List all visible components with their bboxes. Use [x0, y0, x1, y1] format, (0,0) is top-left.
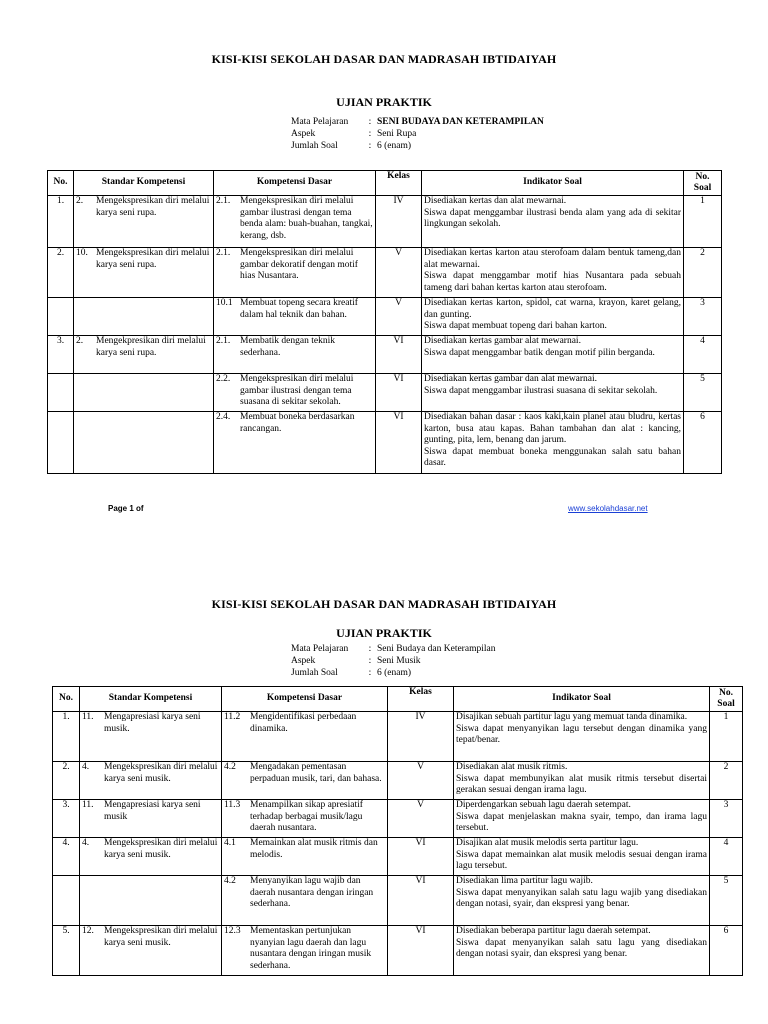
- cell-kelas: V: [388, 800, 454, 838]
- cell-indikator-soal: [422, 298, 684, 336]
- sk-numbered: [82, 800, 219, 823]
- cell-no-soal: 6: [684, 412, 722, 474]
- cell-no: 3.: [53, 800, 80, 838]
- cell-kompetensi-dasar: [214, 298, 376, 336]
- cell-no: 3.: [48, 336, 74, 374]
- cell-indikator-soal: [454, 926, 710, 976]
- kd-number: 11.3: [224, 800, 241, 810]
- kd-numbered: [224, 838, 385, 861]
- cell-kelas: V: [376, 298, 422, 336]
- header-indikator-soal: Indikator Soal: [422, 171, 684, 196]
- cell-kompetensi-dasar: [222, 800, 388, 838]
- sk-number: 11.: [82, 712, 94, 722]
- cell-standar-kompetensi: [80, 838, 222, 876]
- sk-text: Mengekspresikan diri melalui karya seni musik.: [104, 838, 218, 860]
- cell-kompetensi-dasar: [222, 838, 388, 876]
- cell-standar-kompetensi: [80, 762, 222, 800]
- meta-sep: :: [368, 668, 372, 678]
- kd-number: 10.1: [216, 298, 233, 308]
- meta-value: 6 (enam): [377, 141, 412, 151]
- kd-numbered: [224, 800, 385, 835]
- kd-numbered: [216, 248, 373, 283]
- cell-no: 2.: [48, 248, 74, 298]
- meta-sep: :: [368, 117, 372, 127]
- meta-key: Aspek: [291, 656, 316, 666]
- document-meta: [291, 116, 544, 152]
- kd-numbered: [216, 336, 373, 359]
- sk-text: Mengekspresikan diri melalui karya seni musik.: [104, 762, 218, 784]
- cell-no-soal: 5: [710, 876, 743, 926]
- cell-kelas: VI: [376, 374, 422, 412]
- indikator-line: Siswa dapat menyanyikan salah satu lagu yang disediakan dengan notasi syair, dan ekspresi yang benar.: [456, 937, 707, 959]
- indikator-line: Disediakan bahan dasar : kaos kaki,kain planel atau bludru, kertas karton, busa atau kapas. Bahan tambahan dan alat : kancing, gunting, pita, lem, benang dan jarum.: [424, 412, 681, 445]
- cell-standar-kompetensi: [80, 712, 222, 762]
- meta-key: Mata Pelajaran: [291, 117, 349, 127]
- indikator-line: Siswa dapat menyanyikan lagu tersebut dengan dinamika yang tepat/benar.: [456, 723, 707, 745]
- indikator-line: Disediakan kertas gambar alat mewarnai.: [424, 336, 581, 346]
- header-standar-kompetensi: Standar Kompetensi: [74, 171, 214, 196]
- kd-text: Mementaskan pertunjukan nyanyian lagu daerah dan lagu nusantara dengan iringan musik sederhana.: [250, 926, 372, 971]
- header-no-soal-line2: Soal: [693, 183, 712, 193]
- table-row: [48, 336, 722, 374]
- cell-standar-kompetensi: [74, 336, 214, 374]
- kd-text: Mengekspresikan diri melalui gambar ilustrasi dengan tema suasana di sekitar sekolah.: [240, 374, 354, 407]
- indikator-line: Diperdengarkan sebuah lagu daerah setempat.: [456, 800, 631, 810]
- indikator-line: Disajikan sebuah partitur lagu yang memuat tanda dinamika.: [456, 712, 688, 722]
- sk-number: 12.: [82, 926, 94, 936]
- meta-row: [291, 643, 495, 655]
- meta-sep: :: [368, 129, 372, 139]
- kd-number: 2.1.: [216, 248, 231, 258]
- header-no: No.: [48, 171, 74, 196]
- indikator-line: Siswa dapat menggambar motif hias Nusantara pada sebuah tameng dari bahan kertas karton atau sterofoam.: [424, 271, 681, 293]
- sk-number: 11.: [82, 800, 94, 810]
- header-no-soal-line1: No.: [719, 687, 733, 698]
- cell-no-soal: 1: [684, 196, 722, 248]
- indikator-line: Disediakan kertas karton, spidol, cat warna, krayon, karet gelang, dan gunting.: [424, 298, 681, 320]
- meta-key: Aspek: [291, 129, 316, 139]
- cell-no: [48, 298, 74, 336]
- cell-no-soal: 3: [684, 298, 722, 336]
- cell-kelas: V: [376, 248, 422, 298]
- table-row: [53, 712, 743, 762]
- kd-number: 4.2: [224, 876, 236, 886]
- meta-row: [291, 140, 544, 152]
- meta-value: Seni Rupa: [377, 129, 417, 139]
- kd-number: 2.1.: [216, 336, 231, 346]
- sk-numbered: [76, 336, 211, 359]
- indikator-line: Siswa dapat menjelaskan makna syair, tempo, dan irama lagu tersebut.: [456, 811, 707, 833]
- cell-standar-kompetensi: [74, 374, 214, 412]
- indikator-line: Disediakan kertas karton atau sterofoam dalam bentuk tameng,dan alat mewarnai.: [424, 248, 681, 270]
- cell-indikator-soal: [422, 336, 684, 374]
- kisi-kisi-table-seni-musik: [52, 686, 743, 976]
- cell-no-soal: 5: [684, 374, 722, 412]
- cell-indikator-soal: [454, 712, 710, 762]
- header-kelas: Kelas: [388, 687, 454, 712]
- table-row: [53, 838, 743, 876]
- kd-text: Mengekspresikan diri melalui gambar dekoratif dengan motif hias Nusantara.: [240, 248, 358, 281]
- table-row: [48, 298, 722, 336]
- header-no-soal: [710, 687, 743, 712]
- meta-key: Jumlah Soal: [291, 141, 338, 151]
- kd-number: 11.2: [224, 712, 241, 722]
- sk-number: 4.: [82, 762, 90, 772]
- kd-number: 4.1: [224, 838, 236, 848]
- sk-numbered: [76, 196, 211, 219]
- kd-text: Memainkan alat musik ritmis dan melodis.: [250, 838, 378, 860]
- kd-text: Mengidentifikasi perbedaan dinamika.: [250, 712, 357, 734]
- cell-no-soal: 3: [710, 800, 743, 838]
- document-meta: [291, 643, 495, 679]
- table-row: [48, 412, 722, 474]
- cell-kompetensi-dasar: [214, 196, 376, 248]
- kd-number: 2.1.: [216, 196, 231, 206]
- header-no-soal-line1: No.: [695, 171, 710, 182]
- header-standar-kompetensi: Standar Kompetensi: [80, 687, 222, 712]
- indikator-line: Siswa dapat menggambar batik dengan motif pilin berganda.: [424, 347, 655, 358]
- meta-row: [291, 128, 544, 140]
- cell-no: [48, 412, 74, 474]
- table-row: [53, 800, 743, 838]
- kd-text: Membuat topeng secara kreatif dalam hal teknik dan bahan.: [240, 298, 358, 320]
- meta-key: Mata Pelajaran: [291, 644, 349, 654]
- header-indikator-soal: Indikator Soal: [454, 687, 710, 712]
- cell-indikator-soal: [454, 838, 710, 876]
- indikator-line: Disajikan alat musik melodis serta partitur lagu.: [456, 838, 639, 848]
- table-row: [53, 926, 743, 976]
- cell-indikator-soal: [454, 876, 710, 926]
- cell-no-soal: 4: [710, 838, 743, 876]
- kd-number: 12.3: [224, 926, 241, 936]
- kd-number: 4.2: [224, 762, 236, 772]
- meta-value: Seni Budaya dan Keterampilan: [377, 644, 496, 654]
- footer-site-link[interactable]: www.sekolahdasar.net: [568, 504, 648, 513]
- cell-no: 4.: [53, 838, 80, 876]
- cell-kompetensi-dasar: [214, 248, 376, 298]
- cell-kompetensi-dasar: [222, 712, 388, 762]
- page-subtitle: UJIAN PRAKTIK: [336, 95, 432, 109]
- cell-kelas: VI: [388, 926, 454, 976]
- table-row: [48, 196, 722, 248]
- kd-numbered: [216, 196, 373, 242]
- sk-number: 4.: [82, 838, 90, 848]
- kd-number: 2.2.: [216, 374, 231, 384]
- header-kelas: Kelas: [376, 171, 422, 196]
- sk-text: Mengapresiasi karya seni musik: [104, 800, 201, 822]
- sk-numbered: [82, 926, 219, 949]
- meta-row: [291, 655, 495, 667]
- indikator-line: Siswa dapat membuat topeng dari bahan karton.: [424, 321, 607, 331]
- cell-kelas: IV: [376, 196, 422, 248]
- kd-text: Mengekspresikan diri melalui gambar ilustrasi dengan tema benda alam: buah-buahan, tangkai, kerang, dsb.: [240, 196, 373, 241]
- page-subtitle: UJIAN PRAKTIK: [336, 626, 432, 640]
- indikator-line: Siswa dapat membuat boneka menggunakan salah satu bahan dasar.: [424, 446, 681, 468]
- kd-numbered: [224, 876, 385, 911]
- cell-indikator-soal: [422, 412, 684, 474]
- cell-kelas: IV: [388, 712, 454, 762]
- kd-text: Menyanyikan lagu wajib dan daerah nusantara dengan iringan sederhana.: [250, 876, 374, 909]
- kd-numbered: [224, 712, 385, 735]
- cell-indikator-soal: [422, 248, 684, 298]
- kd-text: Membatik dengan teknik sederhana.: [240, 336, 335, 358]
- sk-text: Mengekspresikan diri melalui karya seni rupa.: [96, 196, 210, 218]
- sk-text: Mengekpresikan diri melalui karya seni rupa.: [96, 336, 206, 358]
- meta-sep: :: [368, 656, 372, 666]
- meta-key: Jumlah Soal: [291, 668, 338, 678]
- cell-standar-kompetensi: [74, 298, 214, 336]
- cell-kelas: VI: [388, 838, 454, 876]
- indikator-line: Siswa dapat menggambar ilustrasi suasana di sekitar sekolah.: [424, 385, 658, 396]
- cell-kelas: VI: [376, 412, 422, 474]
- kd-text: Membuat boneka berdasarkan rancangan.: [240, 412, 355, 434]
- header-no-soal: [684, 171, 722, 196]
- cell-kelas: V: [388, 762, 454, 800]
- cell-no: 1.: [48, 196, 74, 248]
- meta-value: 6 (enam): [377, 668, 412, 678]
- meta-value: SENI BUDAYA DAN KETERAMPILAN: [377, 117, 544, 127]
- table-row: [48, 374, 722, 412]
- header-no: No.: [53, 687, 80, 712]
- cell-no: 5.: [53, 926, 80, 976]
- indikator-line: Disediakan kertas dan alat mewarnai.: [424, 196, 567, 206]
- cell-standar-kompetensi: [80, 800, 222, 838]
- cell-indikator-soal: [422, 374, 684, 412]
- table-row: [53, 762, 743, 800]
- kd-number: 2.4.: [216, 412, 231, 422]
- indikator-line: Siswa dapat membunyikan alat musik ritmis tersebut disertai gerakan sesuai dengan irama lagu.: [456, 773, 707, 795]
- sk-text: Mengekspresikan diri melalui karya seni rupa.: [96, 248, 210, 270]
- cell-no-soal: 2: [710, 762, 743, 800]
- page-title: KISI-KISI SEKOLAH DASAR DAN MADRASAH IBTIDAIYAH: [211, 52, 557, 66]
- kd-numbered: [224, 762, 385, 785]
- sk-text: Mengapresiasi karya seni musik.: [104, 712, 201, 734]
- kd-numbered: [224, 926, 385, 972]
- kd-text: Mengadakan pementasan perpaduan musik, tari, dan bahasa.: [250, 762, 382, 784]
- header-kompetensi-dasar: Kompetensi Dasar: [222, 687, 388, 712]
- kd-numbered: [216, 412, 373, 435]
- footer-page-label: Page 1 of: [108, 504, 144, 513]
- cell-standar-kompetensi: [74, 412, 214, 474]
- cell-standar-kompetensi: [80, 876, 222, 926]
- cell-no-soal: 2: [684, 248, 722, 298]
- meta-value: Seni Musik: [377, 656, 421, 666]
- sk-text: Mengekspresikan diri melalui karya seni musik.: [104, 926, 218, 948]
- indikator-line: Siswa dapat menggambar ilustrasi benda alam yang ada di sekitar lingkungan sekolah.: [424, 207, 681, 229]
- cell-kompetensi-dasar: [214, 412, 376, 474]
- cell-no-soal: 6: [710, 926, 743, 976]
- cell-no-soal: 1: [710, 712, 743, 762]
- indikator-line: Disediakan kertas gambar dan alat mewarnai.: [424, 374, 598, 384]
- indikator-line: Disediakan alat musik ritmis.: [456, 762, 568, 772]
- meta-row: [291, 116, 544, 128]
- cell-indikator-soal: [422, 196, 684, 248]
- header-no-soal-line2: Soal: [717, 699, 735, 709]
- sk-number: 2.: [76, 196, 84, 206]
- cell-indikator-soal: [454, 762, 710, 800]
- cell-kelas: VI: [388, 876, 454, 926]
- table-row: [48, 248, 722, 298]
- cell-standar-kompetensi: [74, 248, 214, 298]
- kd-numbered: [216, 374, 373, 409]
- sk-numbered: [82, 712, 219, 735]
- sk-numbered: [82, 762, 219, 785]
- cell-kompetensi-dasar: [222, 926, 388, 976]
- cell-no: 2.: [53, 762, 80, 800]
- meta-sep: :: [368, 141, 372, 151]
- cell-standar-kompetensi: [80, 926, 222, 976]
- cell-kompetensi-dasar: [222, 762, 388, 800]
- cell-kompetensi-dasar: [214, 336, 376, 374]
- meta-sep: :: [368, 644, 372, 654]
- sk-number: 2.: [76, 336, 84, 346]
- sk-numbered: [82, 838, 219, 861]
- indikator-line: Siswa dapat menyanyikan salah satu lagu wajib yang disediakan dengan notasi, syair, dan ekspresi yang benar.: [456, 887, 707, 909]
- page-title: KISI-KISI SEKOLAH DASAR DAN MADRASAH IBTIDAIYAH: [211, 597, 557, 611]
- sk-number: 10.: [76, 248, 88, 258]
- kisi-kisi-table-seni-rupa: [47, 170, 722, 474]
- cell-no-soal: 4: [684, 336, 722, 374]
- kd-numbered: [216, 298, 373, 321]
- cell-kelas: VI: [376, 336, 422, 374]
- cell-no: 1.: [53, 712, 80, 762]
- kd-text: Menampilkan sikap apresiatif terhadap berbagai musik/lagu daerah nusantara.: [250, 800, 363, 833]
- indikator-line: Disediakan lima partitur lagu wajib.: [456, 876, 593, 886]
- indikator-line: Siswa dapat memainkan alat musik melodis sesuai dengan irama lagu tersebut.: [456, 849, 707, 871]
- table-row: [53, 876, 743, 926]
- cell-indikator-soal: [454, 800, 710, 838]
- indikator-line: Disediakan beberapa partitur lagu daerah setempat.: [456, 926, 651, 936]
- cell-kompetensi-dasar: [222, 876, 388, 926]
- cell-kompetensi-dasar: [214, 374, 376, 412]
- meta-row: [291, 667, 495, 679]
- cell-no: [48, 374, 74, 412]
- header-kompetensi-dasar: Kompetensi Dasar: [214, 171, 376, 196]
- cell-standar-kompetensi: [74, 196, 214, 248]
- cell-no: [53, 876, 80, 926]
- sk-numbered: [76, 248, 211, 271]
